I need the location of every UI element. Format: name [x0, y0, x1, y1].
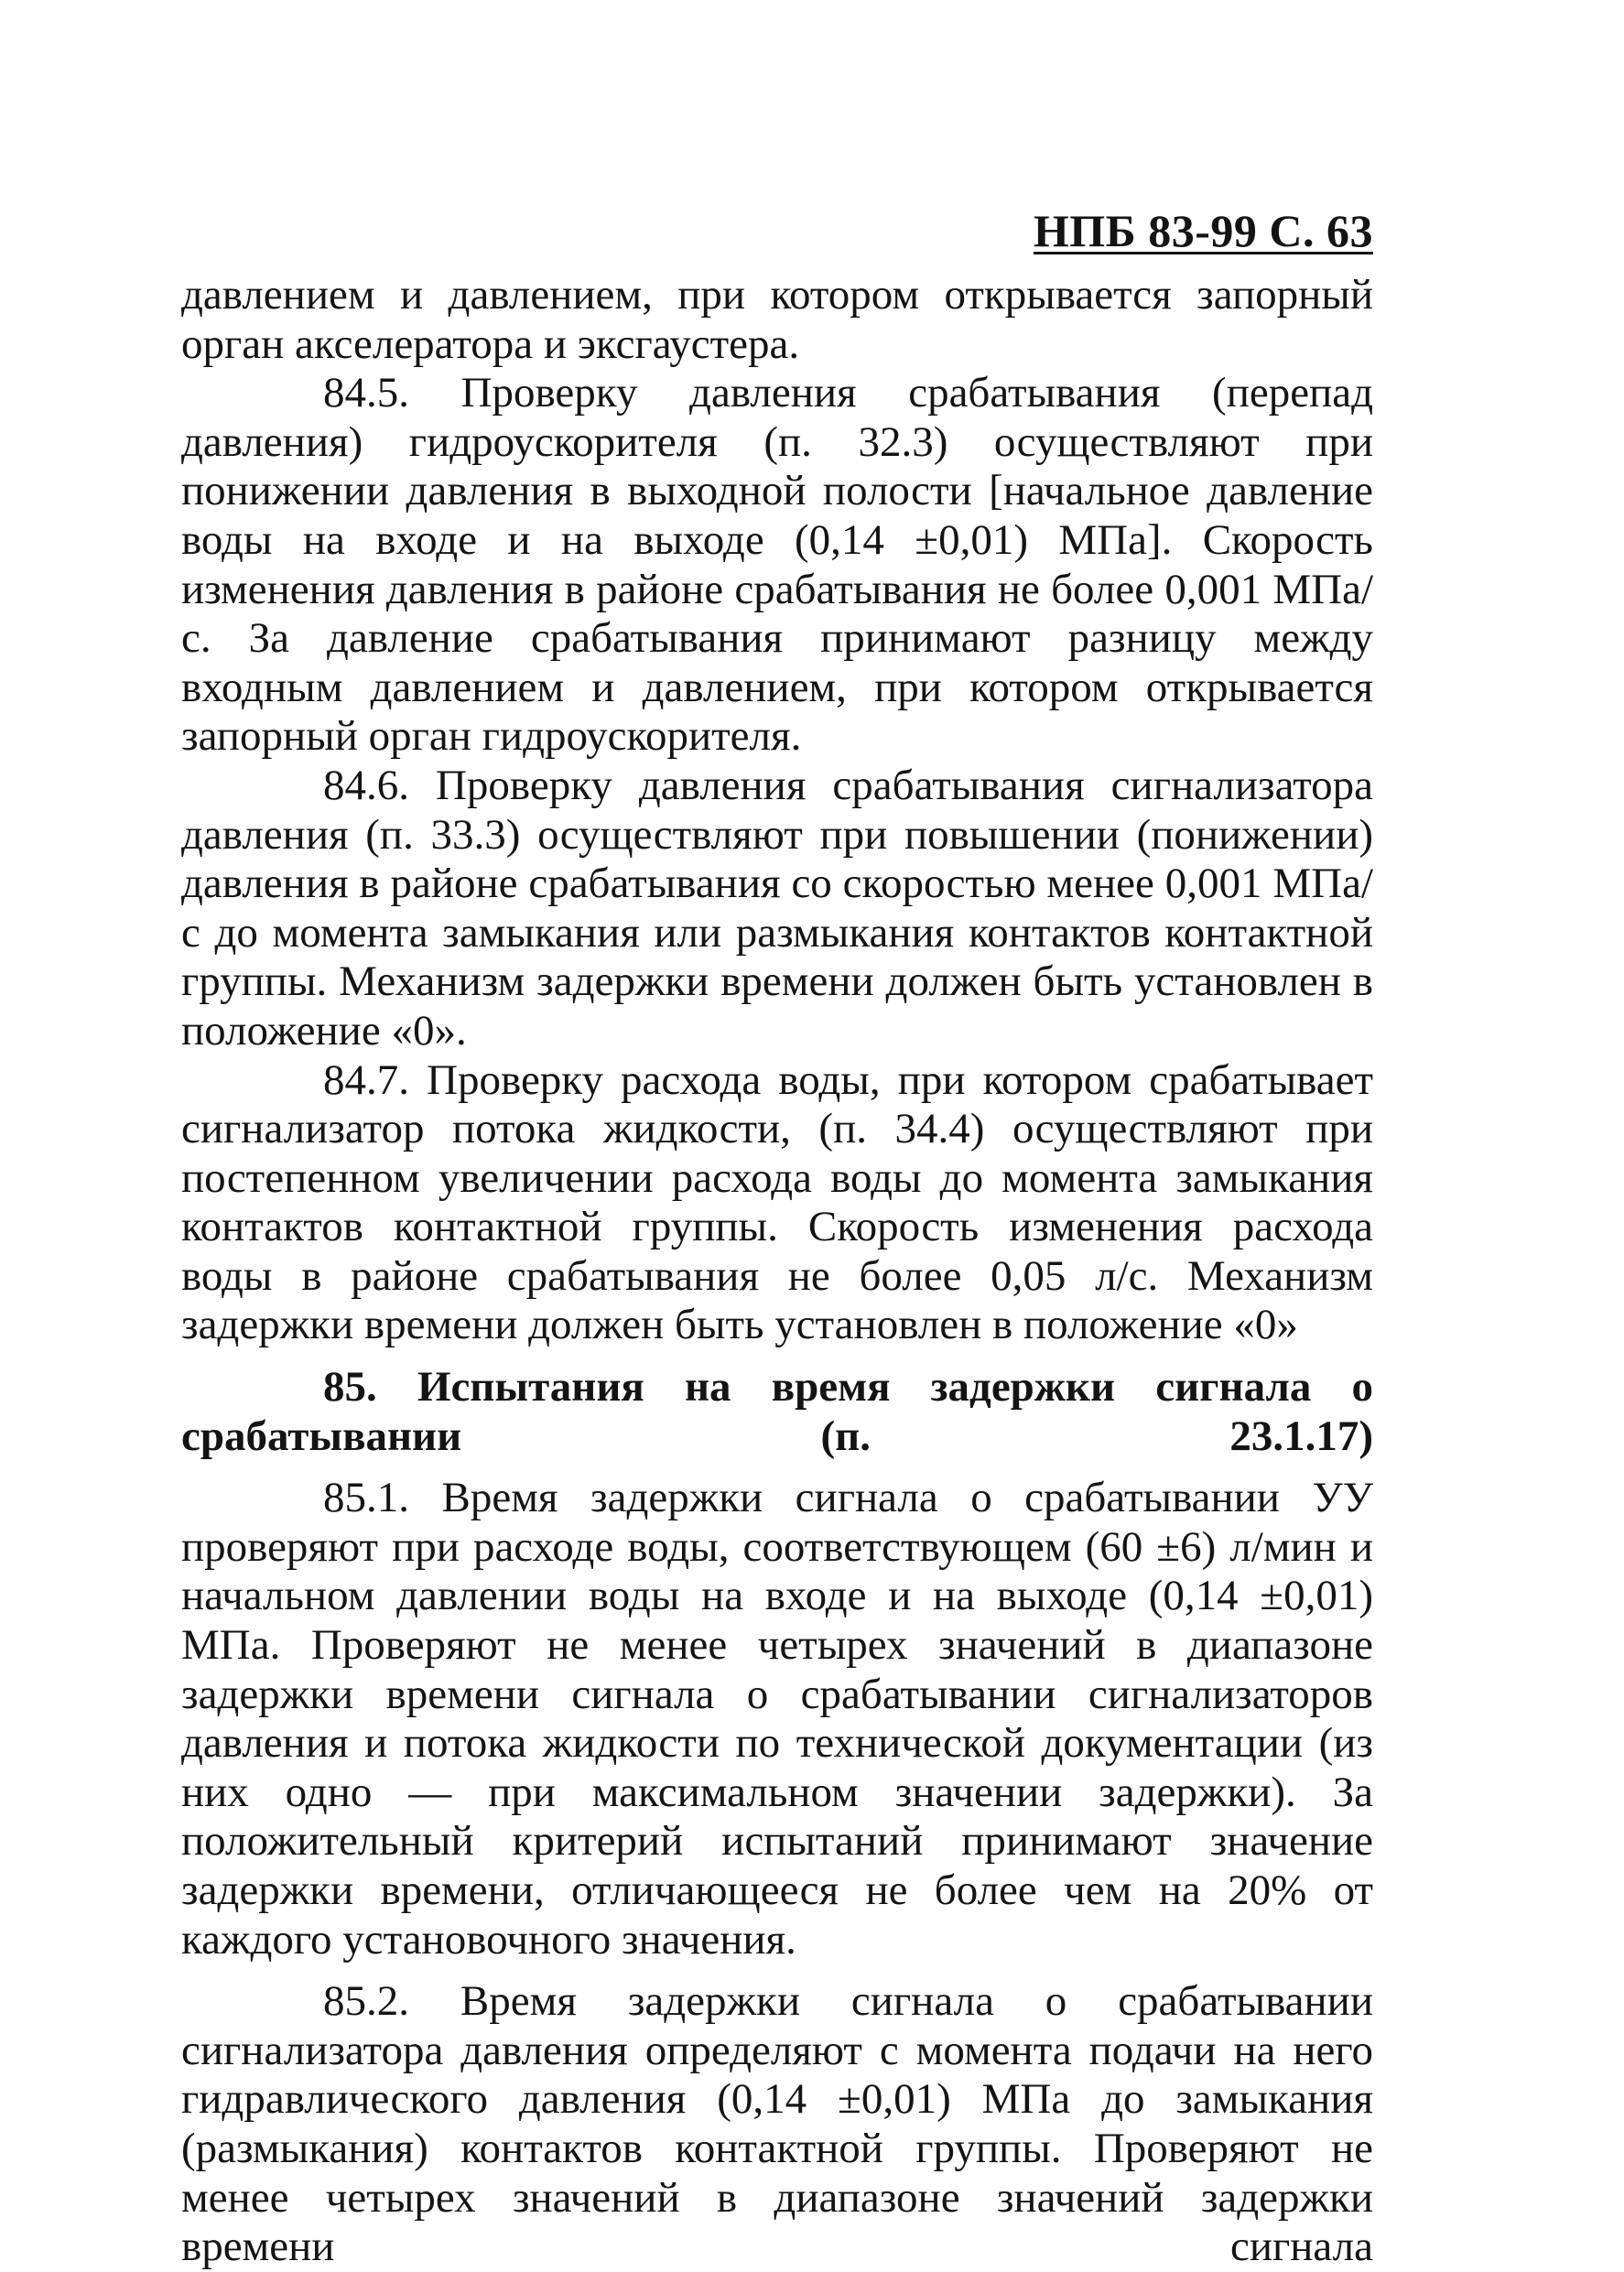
paragraph-84-7: 84.7. Проверку расхода воды, при котором срабатывает сигнализатор потока жидкости, (п. 34.4) осуществляют при постепенном увеличении расхода воды до момента замыкания контактов контактной группы. Скорость изменения расхода воды в районе срабатывания не более 0,05 л/с. Механизм задержки времени должен быть установлен в положение «0»: [181, 1055, 1373, 1349]
paragraph-85-1: 85.1. Время задержки сигнала о срабатывании УУ проверяют при расходе воды, соответствующем (60 ±6) л/мин и начальном давлении воды на входе и на выходе (0,14 ±0,01) МПа. Проверяют не менее четырех значений в диапазоне задержки времени сигнала о срабатывании сигнализаторов давления и потока жидкости по технической документации (из них одно — при максимальном значении задержки). За положительный критерий испытаний принимают значение задержки времени, отличающееся не более чем на 20% от каждого установочного значения.: [181, 1474, 1373, 1964]
section-heading-85: 85. Испытания на время задержки сигнала о срабатывании (п. 23.1.17): [181, 1363, 1373, 1460]
paragraph-84-5: 84.5. Проверку давления срабатывания (перепад давления) гидроускорителя (п. 32.3) осуществляют при понижении давления в выходной полости [начальное давление воды на входе и на выходе (0,14 ±0,01) МПа]. Скорость изменения давления в районе срабатывания не более 0,001 МПа/с. За давление срабатывания принимают разницу между входным давлением и давлением, при котором открывается запорный орган гидроускорителя.: [181, 369, 1373, 761]
document-page: [181, 203, 1373, 2272]
running-header: НПБ 83-99 С. 63: [1033, 205, 1373, 256]
paragraph-84-6: 84.6. Проверку давления срабатывания сигнализатора давления (п. 33.3) осуществляют при повышении (понижении) давления в районе срабатывания со скоростью менее 0,001 МПа/с до момента замыкания или размыкания контактов контактной группы. Механизм задержки времени должен быть установлен в положение «0».: [181, 761, 1373, 1055]
document-body: [181, 271, 1373, 2272]
paragraph-continuation: давлением и давлением, при котором открывается запорный орган акселератора и эксгаустера.: [181, 271, 1373, 368]
paragraph-85-2: 85.2. Время задержки сигнала о срабатывании сигнализатора давления определяют с момента подачи на него гидравлического давления (0,14 ±0,01) МПа до замыкания (размыкания) контактов контактной группы. Проверяют не менее четырех значений в диапазоне значений задержки времени сигнала: [181, 1977, 1373, 2271]
